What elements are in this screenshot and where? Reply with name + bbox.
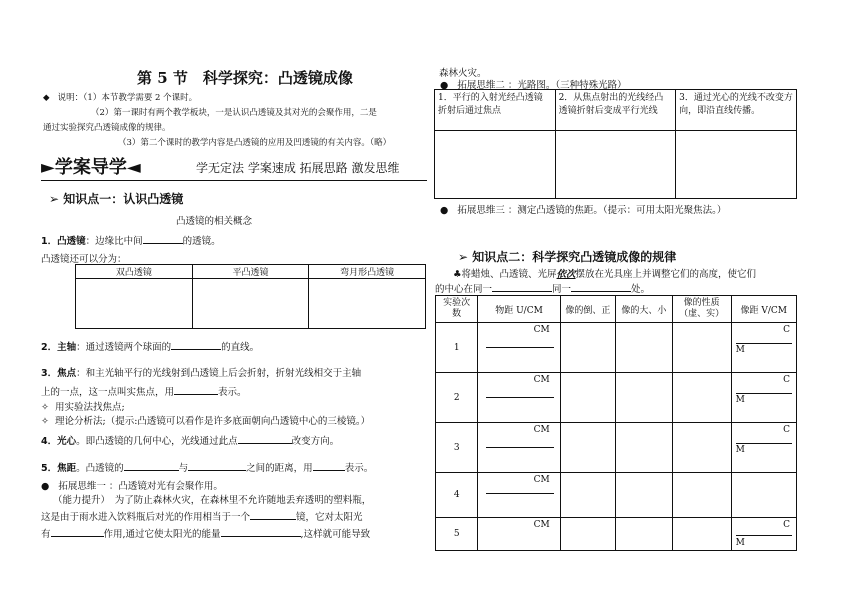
extension-two: ● 拓展思维二 ：光路图。（三种特殊光路） [440,80,627,91]
item-convex-lens: 1．凸透镜：边缘比中间 的透镜。 [41,236,221,247]
ability-block: （能力提升） 为了防止森林火灾，在森林里不允许随地丢弃透明的塑料瓶， 这是由于雨水进入饮料瓶后对光的作用相当于一个 镜，它对太阳光 有 作用,通过它使太阳光的能量 ,这样就可能导致 [41,495,372,540]
diamond-outline-icon: ✧ [41,416,49,427]
object-distance-cell[interactable] [478,473,560,518]
nature-cell[interactable] [672,373,731,423]
lens-header: 双凸透镜 [76,265,193,279]
image-distance-cell[interactable] [731,323,796,373]
cell-divider [486,347,553,348]
blank-field[interactable] [313,461,345,471]
size-cell[interactable] [616,323,672,373]
note-line: （3）第二个课时的教学内容是凸透镜的应用及凹透镜的有关内容。（略） [118,138,392,148]
experiment-row [436,373,797,423]
cell-divider [486,447,553,448]
blank-field[interactable] [171,340,221,350]
extension-one: ● 拓展思维一 ：凸透镜对光有会聚作用。 [41,481,223,492]
blank-field[interactable] [124,461,179,471]
cell-divider [736,393,792,394]
notes-block [43,91,391,151]
object-distance-cell[interactable] [478,423,560,473]
instruction-text: ♣将蜡烛、凸透镜、光屏依次摆放在光具座上并调整它们的高度，使它们 的中心在同一 同一 处。 [435,269,757,295]
lens-type-table [75,264,426,329]
col-header-trial: 实验次数 [436,296,478,323]
unit-label: CM [533,520,550,530]
col-header-orientation: 像的倒、正 [560,296,616,323]
lens-drawing-cell[interactable] [192,279,309,329]
size-cell[interactable] [616,423,672,473]
diamond-outline-icon: ✧ [41,402,49,413]
orientation-cell[interactable] [560,323,616,373]
size-cell[interactable] [616,518,672,551]
item-main-axis: 2．主轴：通过透镜两个球面的 的直线。 [41,342,260,353]
nature-cell[interactable] [672,518,731,551]
blank-field[interactable] [571,282,631,292]
unit-label: CM [533,375,550,385]
image-distance-cell[interactable] [731,423,796,473]
banner-subtitle: 学无定法 学案速成 拓展思路 激发思维 [196,161,400,175]
kp2-title: 知识点二：科学探究凸透镜成像的规律 [472,250,677,264]
continuation-text: 森林火灾。 [439,68,487,79]
blank-field[interactable] [51,527,104,537]
note-line: 说明：（1）本节教学需要 2 个课时。 [57,93,198,103]
cell-divider [736,443,792,444]
blank-field[interactable] [250,510,296,520]
trial-number: 5 [436,518,478,551]
circle-bullet-icon: ● [440,80,449,91]
size-cell[interactable] [616,473,672,518]
light-path-drawing-cell[interactable] [676,131,797,199]
col-header-size: 像的大、小 [616,296,672,323]
blank-field[interactable] [238,434,292,444]
image-distance-cell[interactable] [731,518,796,551]
unit-label: CM [533,475,550,485]
nature-cell[interactable] [672,473,731,518]
unit-label: CM [533,325,550,335]
blank-field[interactable] [174,385,218,395]
trial-number: 1 [436,323,478,373]
blank-field[interactable] [492,282,552,292]
nature-cell[interactable] [672,323,731,373]
nature-cell[interactable] [672,423,731,473]
unit-label-c: C [783,325,790,335]
banner-title: ►学案导学◄ [41,157,141,178]
trial-number: 3 [436,423,478,473]
arrow-bullet-icon: ➢ [49,192,60,206]
circle-bullet-icon: ● [440,205,449,216]
circle-bullet-icon: ● [41,481,50,492]
term-convex-lens: 凸透镜 [57,236,86,247]
item-focal-length: 5．焦距。凸透镜的 与 之间的距离，用 表示。 [41,463,374,474]
col-header-nature: 像的性质（虚、实） [672,296,731,323]
light-path-header: 2．从焦点射出的光线经凸透镜折射后变成平行光线 [555,90,676,131]
unit-label-c: C [783,425,790,435]
blank-field[interactable] [143,234,183,244]
kp2-heading [458,248,676,265]
lens-header: 平凸透镜 [192,265,309,279]
term-main-axis: 主轴 [57,342,77,353]
method-list: ✧ 用实验法找焦点; ✧ 理论分析法;（提示:凸透镜可以看作是许多底面朝向凸透镜中心的三棱镜。） [41,402,371,427]
item-focus: 3．焦点：和主光轴平行的光线射到凸透镜上后会折射，折射光线相交于主轴 上的一点，这一点叫实焦点，用 表示。 [41,368,362,398]
lens-drawing-cell[interactable] [309,279,426,329]
image-distance-cell[interactable] [731,473,796,518]
extension-three: ● 拓展思维三 ：测定凸透镜的焦距。（提示：可用太阳光聚焦法。） [440,205,727,216]
trial-number: 4 [436,473,478,518]
orientation-cell[interactable] [560,373,616,423]
blank-field[interactable] [221,527,301,537]
term-focal-length: 焦距 [57,463,77,474]
classify-text: 凸透镜还可以分为： [41,254,127,265]
object-distance-cell[interactable] [478,323,560,373]
note-line: （2）第一课时有两个教学板块，一是认识凸透镜及其对光的会聚作用，二是 [91,108,377,118]
light-path-drawing-cell[interactable] [555,131,676,199]
experiment-table [435,295,797,551]
size-cell[interactable] [616,373,672,423]
blank-field[interactable] [188,461,246,471]
cell-divider [736,535,792,536]
cell-divider [486,493,553,494]
diamond-bullet-icon: ◆ [43,93,50,103]
light-path-header: 1．平行的入射光经凸透镜折射后通过焦点 [435,90,556,131]
lens-drawing-cell[interactable] [76,279,193,329]
col-header-object-distance: 物距 U/CM [478,296,560,323]
note-line: 通过实验探究凸透镜成像的规律。 [43,123,171,133]
banner-underline [41,180,427,181]
unit-label-c: C [783,520,790,530]
cell-divider [486,397,553,398]
light-path-drawing-cell[interactable] [435,131,556,199]
experiment-row [436,423,797,473]
object-distance-cell[interactable] [478,373,560,423]
unit-label: CM [533,425,550,435]
image-distance-cell[interactable] [731,373,796,423]
object-distance-cell[interactable] [478,518,560,551]
experiment-row [436,323,797,373]
light-path-table [434,89,797,199]
unit-label-m: M [735,395,745,405]
unit-label-m: M [735,345,745,355]
light-path-header: 3．通过光心的光线不改变方向，即沿直线传播。 [676,90,797,131]
unit-label-m: M [735,538,745,548]
cell-divider [736,343,792,344]
lens-header: 弯月形凸透镜 [309,265,426,279]
kp1-subtitle: 凸透镜的相关概念 [176,216,253,227]
orientation-cell[interactable] [560,473,616,518]
item-optical-center: 4．光心。即凸透镜的几何中心，光线通过此点 改变方向。 [41,436,340,447]
orientation-cell[interactable] [560,423,616,473]
experiment-row [436,473,797,518]
term-optical-center: 光心 [57,436,77,447]
term-focus: 焦点 [57,368,77,379]
unit-label-m: M [735,445,745,455]
orientation-cell[interactable] [560,518,616,551]
arrow-bullet-icon: ➢ [458,250,469,264]
kp1-heading [49,190,183,207]
page-title: 第 5 节 科学探究：凸透镜成像 [137,69,353,87]
emphasis-text: 依次 [556,269,576,280]
col-header-image-distance: 像距 V/CM [731,296,796,323]
kp1-title: 知识点一：认识凸透镜 [63,192,184,206]
unit-label-c: C [783,375,790,385]
trial-number: 2 [436,373,478,423]
experiment-row [436,518,797,551]
